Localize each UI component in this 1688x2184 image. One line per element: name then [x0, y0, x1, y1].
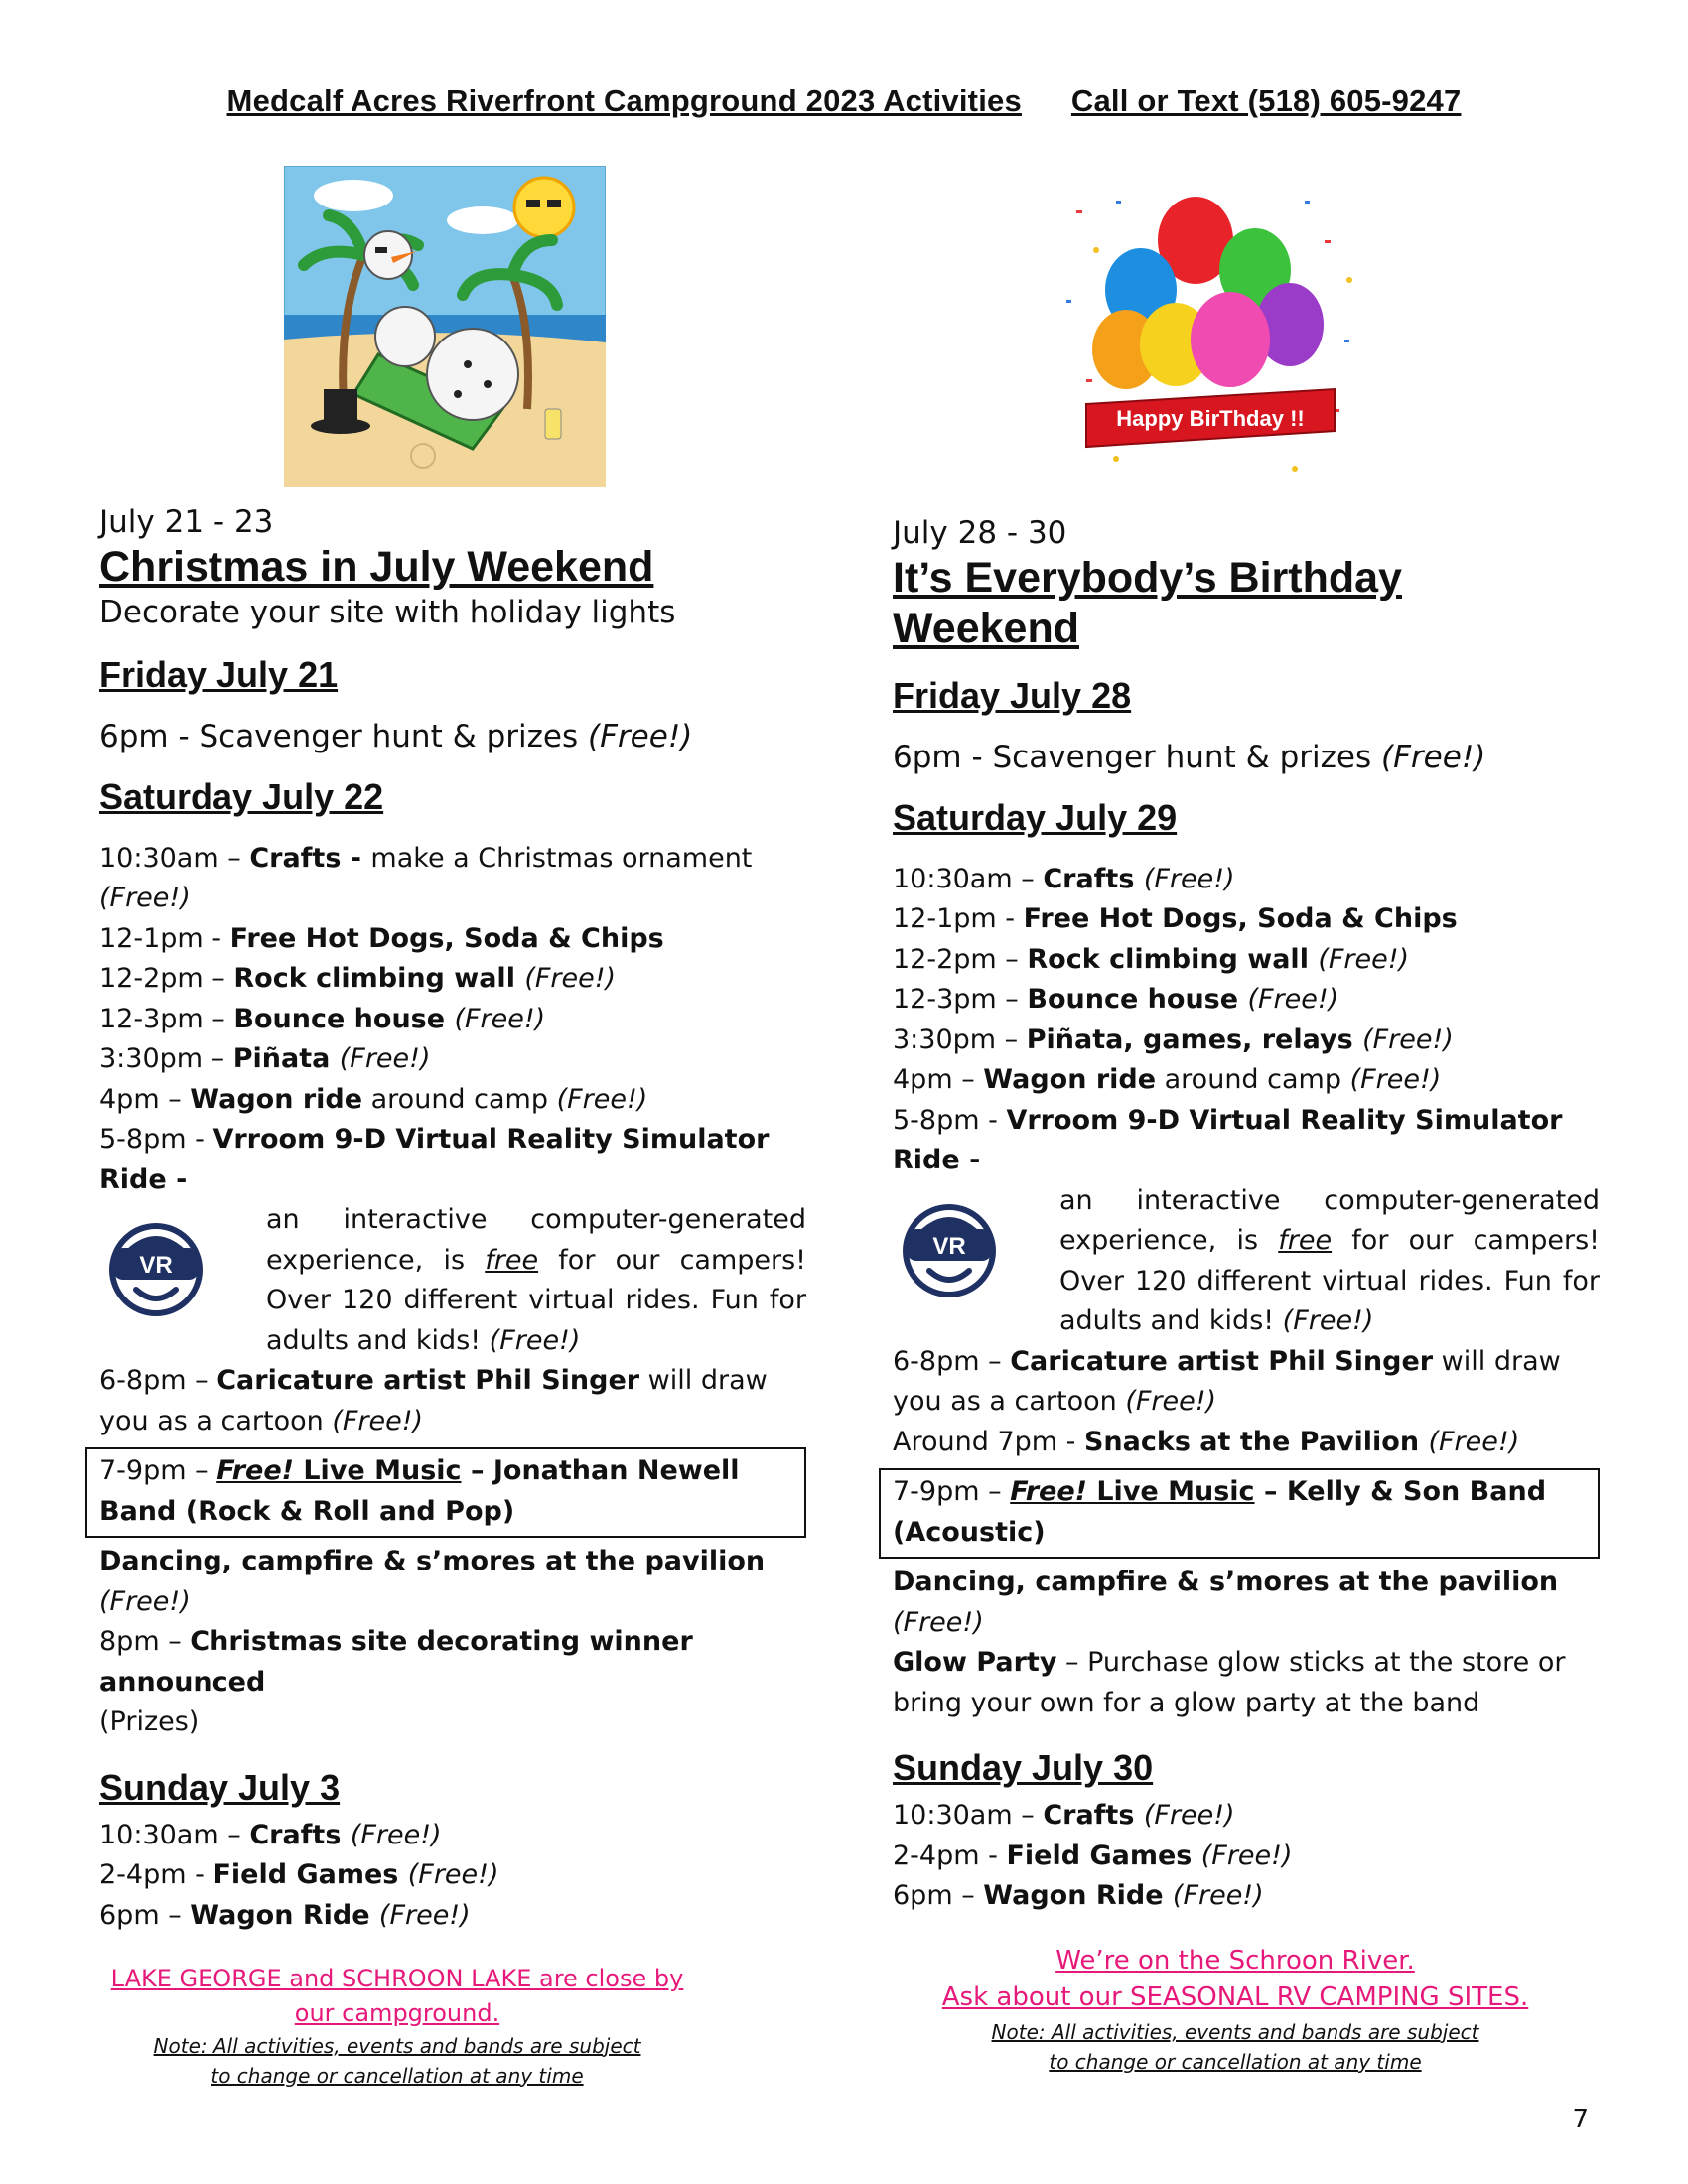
time: 5-8pm -: [893, 1104, 1007, 1136]
band-free: Free!: [1010, 1476, 1087, 1508]
activity: Snacks at the Pavilion: [1083, 1426, 1429, 1457]
desc: will draw you as a cartoon: [893, 1345, 1561, 1418]
list-item: [99, 1896, 806, 1937]
page-number: 7: [1572, 2105, 1589, 2134]
time: 6pm -: [893, 739, 993, 775]
right-sunday-heading: Sunday July 30: [893, 1747, 1154, 1789]
change-note-2: to change or cancellation at any time: [1049, 2049, 1422, 2074]
time: 10:30am –: [99, 1819, 250, 1850]
time: 2-4pm -: [99, 1859, 213, 1891]
activity: Free Hot Dogs, Soda & Chips: [229, 922, 664, 954]
activity: Caricature artist Phil Singer: [216, 1365, 640, 1397]
vr-text-b: for our campers! Over 120 different virtual rides. Fun for adults and kids!: [266, 1244, 806, 1356]
free-note: (Free!): [1125, 1386, 1217, 1418]
activity: Rock climbing wall: [1027, 943, 1319, 975]
free-note: (Free!): [332, 1405, 424, 1436]
right-notes: [893, 1943, 1578, 2077]
activity: Field Games: [212, 1859, 408, 1891]
list-item: [893, 1060, 1600, 1101]
free-note: (Free!): [1282, 1305, 1374, 1337]
vr-description: [1059, 1181, 1600, 1342]
list-item: [99, 1000, 806, 1040]
desc: around camp: [362, 1083, 557, 1115]
vr-description: [266, 1200, 806, 1361]
free-note: (Free!): [99, 883, 191, 914]
free-note: (Free!): [1172, 1880, 1264, 1912]
left-dates: July 21 - 23: [99, 504, 274, 540]
activity: Piñata, games, relays: [1026, 1024, 1363, 1055]
birthday-banner-text: Happy BirThday !!: [1116, 406, 1305, 431]
list-item: [99, 1080, 806, 1121]
activity: Crafts: [1043, 863, 1144, 894]
birthday-balloons-image: [1056, 181, 1360, 492]
activity: Rock climbing wall: [233, 963, 525, 995]
live-music-line: [99, 1451, 792, 1532]
left-live-music-box: [85, 1447, 806, 1538]
band-name: – Kelly & Son Band (Acoustic): [893, 1476, 1547, 1548]
vr-label: VR: [139, 1252, 173, 1280]
activity: Scavenger hunt & prizes: [992, 739, 1381, 775]
left-notes: [99, 1962, 695, 2091]
time: 2-4pm -: [893, 1840, 1007, 1871]
desc: around camp: [1156, 1064, 1350, 1096]
activity: Caricature artist Phil Singer: [1010, 1345, 1434, 1377]
seasonal-note: Ask about our SEASONAL RV CAMPING SITES.: [941, 1982, 1529, 2013]
activity: Vrroom 9-D Virtual Reality Simulator Ride -: [99, 1124, 770, 1195]
activity: Christmas site decorating winner announced: [99, 1626, 693, 1698]
right-column: [893, 513, 1600, 2077]
right-friday-heading: Friday July 28: [893, 674, 1132, 716]
list-item: [99, 1855, 806, 1896]
activity: Piñata: [232, 1043, 340, 1075]
vr-text-a: an interactive computer-generated experience, is: [266, 1204, 806, 1276]
activity: Bounce house: [1027, 984, 1248, 1016]
free-note: (Free!): [1362, 1024, 1454, 1055]
left-sunday-heading: Sunday July 3: [99, 1766, 341, 1808]
free-note: (Free!): [99, 1585, 191, 1617]
vr-block: [99, 1200, 806, 1361]
activity: Crafts: [1043, 1800, 1144, 1832]
time: 5-8pm -: [99, 1124, 213, 1156]
activity: Crafts: [249, 1819, 351, 1850]
vr-label: VR: [932, 1232, 966, 1260]
activity: Free Hot Dogs, Soda & Chips: [1023, 903, 1458, 935]
free-note: (Free!): [1200, 1840, 1293, 1871]
band-name: – Jonathan Newell Band (Rock & Roll and Pop): [99, 1455, 740, 1527]
time: 12-1pm -: [99, 922, 230, 954]
list-item: [893, 1643, 1600, 1723]
left-saturday-heading: Saturday July 22: [99, 775, 384, 817]
list-item: [893, 940, 1600, 981]
time: Around 7pm -: [893, 1426, 1084, 1457]
activity: Field Games: [1006, 1840, 1201, 1871]
list-item: [893, 980, 1600, 1021]
free-note: (Free!): [556, 1083, 648, 1115]
activity: Wagon Ride: [190, 1899, 379, 1931]
page-title: [0, 83, 1688, 119]
activity: Scavenger hunt & prizes: [199, 718, 588, 754]
list-item: [99, 1622, 806, 1743]
time: 4pm –: [99, 1083, 191, 1115]
list-item: [99, 1361, 806, 1441]
right-friday-line: [893, 738, 1600, 777]
live-music-line: [893, 1472, 1586, 1553]
left-column: [99, 502, 806, 2091]
free-note: (Free!): [1318, 943, 1410, 975]
time: 6-8pm –: [893, 1345, 1011, 1377]
vr-free: free: [1278, 1225, 1333, 1257]
vr-block: [893, 1181, 1600, 1342]
vr-text-a: an interactive computer-generated experience, is: [1059, 1184, 1600, 1257]
activity: Wagon Ride: [983, 1880, 1173, 1912]
time: 3:30pm –: [893, 1024, 1027, 1055]
lake-note: LAKE GEORGE and SCHROON LAKE are close by our campground.: [110, 1965, 684, 2027]
list-item: [893, 899, 1600, 940]
time: 10:30am –: [893, 863, 1044, 894]
free-note: (Free!): [1349, 1064, 1442, 1096]
left-weekend-subtitle: Decorate your site with holiday lights: [99, 594, 676, 630]
list-item: [99, 839, 806, 919]
vr-headset-icon: [99, 1208, 213, 1322]
time: 6pm –: [99, 1899, 191, 1931]
list-item: [893, 860, 1600, 900]
list-item: [893, 1563, 1600, 1643]
list-item: [99, 919, 806, 960]
right-weekend-title-1: It’s Everybody’s Birthday: [893, 554, 1402, 603]
list-item: [893, 1876, 1600, 1917]
activity: Dancing, campfire & s’mores at the pavilion: [893, 1567, 1559, 1598]
left-friday-heading: Friday July 21: [99, 653, 339, 695]
list-item: [893, 1423, 1600, 1463]
list-item: [893, 1021, 1600, 1061]
time: 10:30am –: [99, 842, 250, 874]
right-saturday-heading: Saturday July 29: [893, 796, 1178, 838]
time: 7-9pm –: [99, 1455, 217, 1487]
desc: make a Christmas ornament: [370, 842, 753, 874]
free-note: (Free!): [588, 718, 693, 754]
free-note: (Free!): [893, 1606, 984, 1638]
left-weekend-title: Christmas in July Weekend: [99, 543, 654, 592]
list-item: [99, 959, 806, 1000]
time: 12-3pm –: [99, 1003, 234, 1034]
time: 12-2pm –: [893, 943, 1028, 975]
band-live: Live Music: [293, 1455, 462, 1487]
time: 12-3pm –: [893, 984, 1028, 1016]
list-item: [99, 1039, 806, 1080]
activity: Wagon ride: [983, 1064, 1157, 1096]
band-free: Free!: [216, 1455, 294, 1487]
time: 6pm –: [893, 1880, 984, 1912]
change-note-1: Note: All activities, events and bands are subject: [153, 2033, 641, 2058]
free-note: (Free!): [454, 1003, 546, 1034]
list-item: [99, 1816, 806, 1856]
list-item: [99, 1542, 806, 1622]
list-item: [893, 1101, 1600, 1181]
free-note: (Free!): [524, 963, 617, 995]
free-note: (Free!): [378, 1899, 471, 1931]
free-note: (Free!): [1381, 739, 1486, 775]
free-note: (Free!): [489, 1324, 581, 1356]
left-friday-line: [99, 717, 806, 756]
time: 12-2pm –: [99, 963, 234, 995]
free-note: (Free!): [339, 1043, 431, 1075]
right-dates: July 28 - 30: [893, 515, 1067, 551]
vr-headset-icon: [893, 1189, 1007, 1303]
vr-free: free: [485, 1244, 539, 1276]
campground-title: Medcalf Acres Riverfront Campground 2023 Activities: [226, 83, 1022, 118]
time: 7-9pm –: [893, 1476, 1011, 1508]
time: 6pm -: [99, 718, 200, 754]
activity: Crafts -: [249, 842, 371, 874]
snowman-beach-image: [284, 166, 606, 487]
activity: Dancing, campfire & s’mores at the pavilion: [99, 1546, 766, 1577]
prize-note: (Prizes): [99, 1706, 200, 1738]
river-note: We’re on the Schroon River.: [1055, 1945, 1415, 1976]
band-live: Live Music: [1086, 1476, 1255, 1508]
change-note-2: to change or cancellation at any time: [211, 2063, 584, 2088]
time: 10:30am –: [893, 1800, 1044, 1832]
list-item: [99, 1120, 806, 1200]
activity: Wagon ride: [190, 1083, 363, 1115]
vr-text-b: for our campers! Over 120 different virtual rides. Fun for adults and kids!: [1059, 1225, 1600, 1337]
time: 4pm –: [893, 1064, 984, 1096]
free-note: (Free!): [407, 1859, 499, 1891]
free-note: (Free!): [1428, 1426, 1520, 1457]
time: 6-8pm –: [99, 1365, 217, 1397]
free-note: (Free!): [1143, 863, 1235, 894]
desc: will draw you as a cartoon: [99, 1365, 768, 1436]
activity: Glow Party: [893, 1647, 1057, 1679]
free-note: (Free!): [1143, 1800, 1235, 1832]
free-note: (Free!): [350, 1819, 442, 1850]
activity: Bounce house: [233, 1003, 455, 1034]
activity: Vrroom 9-D Virtual Reality Simulator Ride -: [893, 1104, 1563, 1176]
right-weekend-title-2: Weekend: [893, 604, 1079, 652]
right-live-music-box: [879, 1468, 1600, 1559]
contact-phone: Call or Text (518) 605-9247: [1070, 83, 1462, 118]
list-item: [893, 1342, 1600, 1423]
list-item: [893, 1837, 1600, 1877]
desc: – Purchase glow sticks at the store or bring your own for a glow party at the band: [893, 1647, 1566, 1718]
list-item: [893, 1796, 1600, 1837]
change-note-1: Note: All activities, events and bands are subject: [991, 2019, 1479, 2044]
time: 12-1pm -: [893, 903, 1024, 935]
free-note: (Free!): [1247, 984, 1339, 1016]
time: 8pm –: [99, 1626, 191, 1658]
time: 3:30pm –: [99, 1043, 233, 1075]
